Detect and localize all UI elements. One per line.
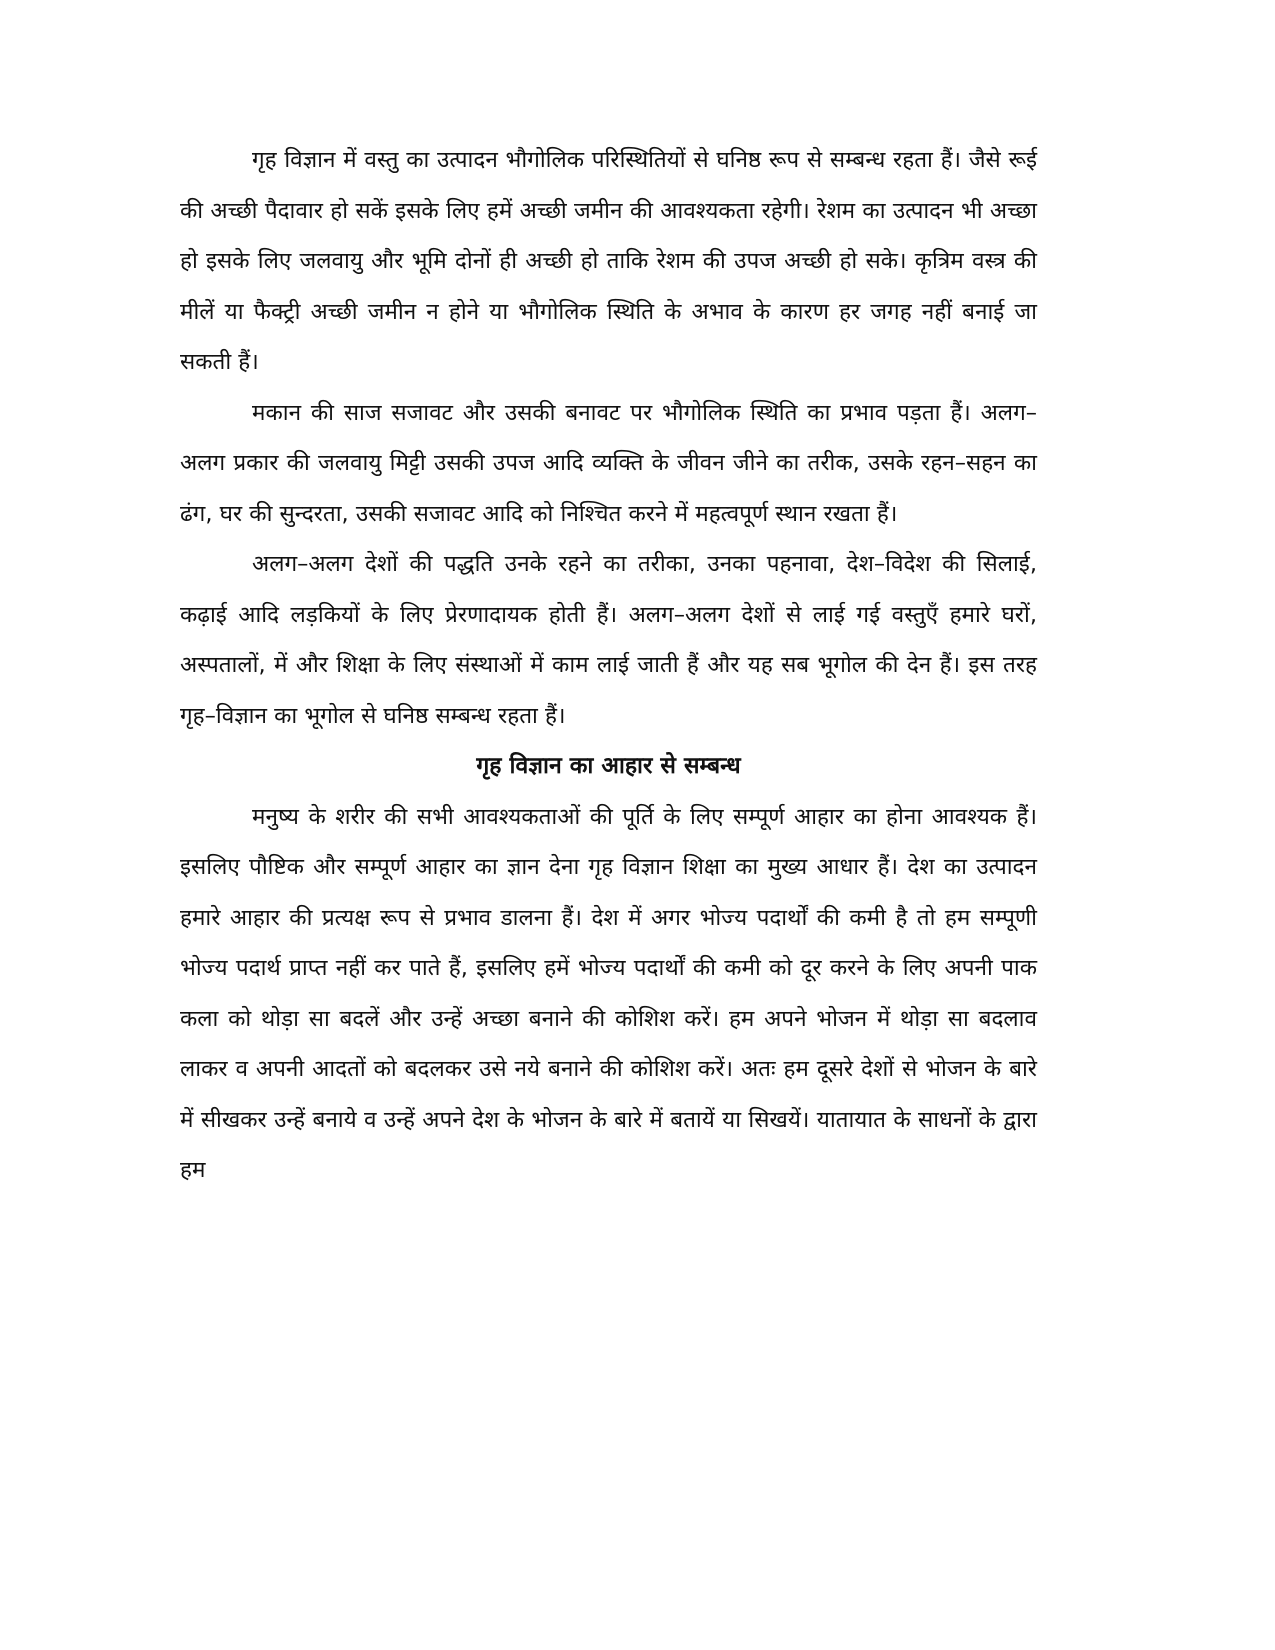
paragraph-geography-production: गृह विज्ञान में वस्तु का उत्पादन भौगोलिक परिस्थितियों से घनिष्ठ रूप से सम्बन्ध रहता हैं। जैसे रूई की अच्छी पैदावार हो सकें इसके लिए हमें अच्छी जमीन की आवश्यकता रहेगी। रेशम का उत्पादन भी अच्छा हो इसके लिए जलवायु और भूमि दोनों ही अच्छी हो ताकि रेशम की उपज अच्छी हो सके। कृत्रिम वस्त्र की मीलें या फैक्ट्री अच्छी जमीन न होने या भौगोलिक स्थिति के अभाव के कारण हर जगह नहीं बनाई जा सकती हैं। <box>180 147 1037 375</box>
section-heading: गृह विज्ञान का आहार से सम्बन्ध <box>476 753 741 779</box>
paragraph-house-decoration: मकान की साज सजावट और उसकी बनावट पर भौगोलिक स्थिति का प्रभाव पड़ता हैं। अलग–अलग प्रकार की जलवायु मिट्टी उसकी उपज आदि व्यक्ति के जीवन जीने का तरीक, उसके रहन–सहन का ढंग, घर की सुन्दरता, उसकी सजावट आदि को निश्चित करने में महत्वपूर्ण स्थान रखता हैं। <box>180 399 1037 527</box>
document-page <box>180 135 1037 1196</box>
paragraph-countries-methods: अलग–अलग देशों की पद्धति उनके रहने का तरीका, उनका पहनावा, देश–विदेश की सिलाई, कढ़ाई आदि लड़कियों के लिए प्रेरणादायक होती हैं। अलग–अलग देशों से लाई गई वस्तुएँ हमारे घरों, अस्पतालों, में और शिक्षा के लिए संस्थाओं में काम लाई जाती हैं और यह सब भूगोल की देन हैं। इस तरह गृह–विज्ञान का भूगोल से घनिष्ठ सम्बन्ध रहता हैं। <box>180 551 1037 729</box>
paragraph-diet: मनुष्य के शरीर की सभी आवश्यकताओं की पूर्ति के लिए सम्पूर्ण आहार का होना आवश्यक हैं। इसलिए पौष्टिक और सम्पूर्ण आहार का ज्ञान देना गृह विज्ञान शिक्षा का मुख्य आधार हैं। देश का उत्पादन हमारे आहार की प्रत्यक्ष रूप से प्रभाव डालना हैं। देश में अगर भोज्य पदार्थों की कमी है तो हम सम्पूणी भोज्य पदार्थ प्राप्त नहीं कर पाते हैं, इसलिए हमें भोज्य पदार्थों की कमी को दूर करने के लिए अपनी पाक कला को थोड़ा सा बदलें और उन्हें अच्छा बनाने की कोशिश करें। हम अपने भोजन में थोड़ा सा बदलाव लाकर व अपनी आदतों को बदलकर उसे नये बनाने की कोशिश करें। अतः हम दूसरे देशों से भोजन के बारे में सीखकर उन्हें बनाये व उन्हें अपने देश के भोजन के बारे में बतायें या सिखयें। यातायात के साधनों के द्वारा हम <box>180 803 1037 1183</box>
